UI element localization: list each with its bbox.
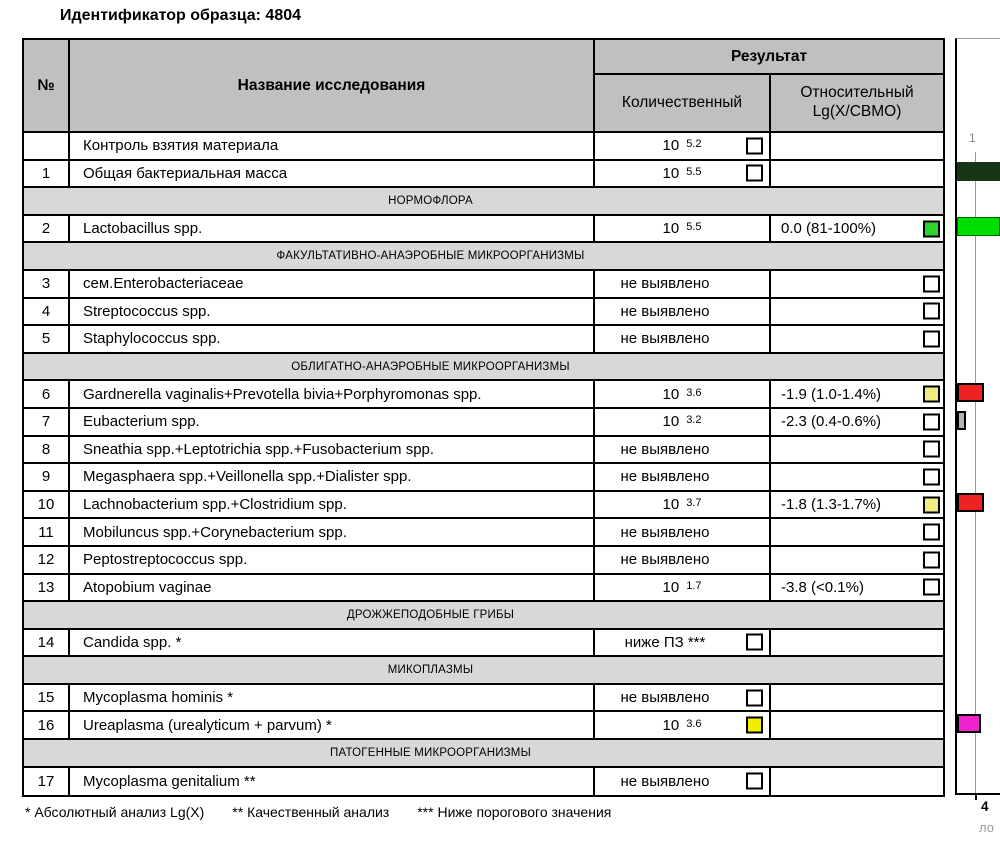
row-number: 15 [24,685,70,711]
result-checkbox [923,468,940,485]
table-row [24,630,943,658]
row-number [24,133,70,159]
row-number: 16 [24,712,70,738]
section-header-row [24,740,943,768]
result-checkbox [923,441,940,458]
quantitative-cell [595,326,771,352]
chart-bar-row-1 [957,162,1000,181]
results-table [22,38,945,797]
section-header-row [24,354,943,382]
quantitative-value [663,220,702,237]
quantitative-text: не выявлено [620,523,710,541]
row-number: 6 [24,381,70,407]
quantitative-cell [595,216,771,242]
relative-cell [771,381,943,407]
power-exponent: 5.5 [686,165,702,178]
result-checkbox [746,773,763,790]
test-name: Streptococcus spp. [70,299,595,325]
quantitative-text: не выявлено [620,330,710,348]
quantitative-text: не выявлено [620,275,710,293]
header-relative: Относительный Lg(X/СВМО) [800,84,914,120]
quantitative-value [663,137,702,154]
table-row [24,519,943,547]
row-number: 10 [24,492,70,518]
chart-bar-row-2 [957,217,1000,236]
test-name: Staphylococcus spp. [70,326,595,352]
result-checkbox [923,496,940,513]
header-result: Результат [595,40,943,75]
power-exponent: 1.7 [686,579,702,592]
footnotes [25,804,611,820]
table-row [24,575,943,603]
relative-cell [771,547,943,573]
section-header-row [24,602,943,630]
test-name: Ureaplasma (urealyticum + parvum) * [70,712,595,738]
section-label: ПАТОГЕННЫЕ МИКРООРГАНИЗМЫ [330,746,531,759]
power-exponent: 3.6 [686,386,702,399]
relative-value: -2.3 (0.4-0.6%) [781,413,882,431]
relative-cell [771,271,943,297]
table-row [24,299,943,327]
test-name: Gardnerella vaginalis+Prevotella bivia+Porphyromonas spp. [70,381,595,407]
quantitative-cell [595,547,771,573]
table-row [24,547,943,575]
power-base: 10 [662,716,680,734]
relative-cell [771,712,943,738]
chart-bar-row-7 [957,411,966,430]
row-number: 14 [24,630,70,656]
test-name: Lachnobacterium spp.+Clostridium spp. [70,492,595,518]
quantitative-value [663,413,702,430]
relative-cell [771,575,943,601]
test-name: Mycoplasma genitalium ** [70,768,595,796]
table-row [24,271,943,299]
quantitative-cell [595,768,771,796]
table-row [24,326,943,354]
power-base: 10 [662,164,680,182]
table-row [24,409,943,437]
result-checkbox [923,386,940,403]
row-number: 5 [24,326,70,352]
quantitative-cell [595,712,771,738]
test-name: Megasphaera spp.+Veillonella spp.+Dialister spp. [70,464,595,490]
row-number: 9 [24,464,70,490]
quantitative-cell [595,630,771,656]
row-number: 7 [24,409,70,435]
section-label: НОРМОФЛОРА [388,194,473,207]
result-checkbox [923,330,940,347]
quantitative-cell [595,492,771,518]
result-checkbox [923,413,940,430]
quantitative-cell [595,575,771,601]
table-row [24,381,943,409]
result-checkbox [923,275,940,292]
quantitative-text: не выявлено [620,551,710,569]
test-name: Mobiluncus spp.+Corynebacterium spp. [70,519,595,545]
test-name: сем.Enterobacteriaceae [70,271,595,297]
chart-bar-row-6 [957,383,984,402]
quantitative-text: не выявлено [620,468,710,486]
relative-cell [771,299,943,325]
quantitative-cell [595,437,771,463]
section-label: МИКОПЛАЗМЫ [387,664,474,677]
result-checkbox [746,137,763,154]
chart-top-tick-label: 1 [969,131,976,145]
row-number: 11 [24,519,70,545]
relative-cell [771,216,943,242]
quantitative-cell [595,381,771,407]
table-body [24,133,943,795]
power-base: 10 [662,137,680,155]
chart-bottom-tick-label: 4 [981,799,989,814]
quantitative-value [663,386,702,403]
result-checkbox [746,689,763,706]
section-header-row [24,657,943,685]
chart-bar-row-16 [957,714,981,733]
power-base: 10 [662,413,680,431]
quantitative-text: не выявлено [620,302,710,320]
relative-cell [771,630,943,656]
test-name: Контроль взятия материала [70,133,595,159]
relative-cell [771,464,943,490]
section-label: ОБЛИГАТНО-АНАЭРОБНЫЕ МИКРООРГАНИЗМЫ [291,360,570,373]
power-exponent: 3.2 [686,414,702,427]
footnote-absolute: * Абсолютный анализ Lg(X) [25,804,205,820]
page-title: Идентификатор образца: 4804 [60,7,302,24]
quantitative-cell [595,271,771,297]
test-name: Mycoplasma hominis * [70,685,595,711]
result-checkbox [746,165,763,182]
power-base: 10 [662,220,680,238]
quantitative-text: не выявлено [620,689,710,707]
power-base: 10 [662,578,680,596]
relative-value: -1.9 (1.0-1.4%) [781,385,882,403]
quantitative-value [663,579,702,596]
test-name: Eubacterium spp. [70,409,595,435]
quantitative-cell [595,299,771,325]
table-row [24,712,943,740]
row-number: 1 [24,161,70,187]
result-checkbox [923,579,940,596]
chart-bar-row-10 [957,493,984,512]
relative-cell [771,409,943,435]
header-result-group [595,40,943,131]
chart-axis-tick [975,794,977,800]
test-name: Общая бактериальная масса [70,161,595,187]
table-row [24,216,943,244]
table-row [24,768,943,796]
relative-value: -3.8 (<0.1%) [781,578,864,596]
test-name: Peptostreptococcus spp. [70,547,595,573]
quantitative-text: не выявлено [620,772,710,790]
quantitative-cell [595,685,771,711]
header-number: № [24,40,70,131]
row-number: 17 [24,768,70,796]
table-row [24,464,943,492]
result-checkbox [746,717,763,734]
result-checkbox [923,303,940,320]
result-checkbox [746,634,763,651]
relative-cell [771,685,943,711]
header-result-subrow [595,75,943,131]
test-name: Sneathia spp.+Leptotrichia spp.+Fusobacterium spp. [70,437,595,463]
relative-cell [771,437,943,463]
header-quantitative: Количественный [595,75,771,131]
table-row [24,133,943,161]
relative-cell [771,768,943,796]
quantitative-cell [595,464,771,490]
row-number: 13 [24,575,70,601]
power-base: 10 [662,496,680,514]
power-exponent: 5.2 [686,138,702,151]
chart-gridline [975,152,976,793]
quantitative-text: ниже ПЗ *** [624,633,706,651]
table-row [24,437,943,465]
power-base: 10 [662,385,680,403]
test-name: Lactobacillus spp. [70,216,595,242]
section-header-row [24,243,943,271]
footnote-threshold: *** Ниже порогового значения [417,804,612,820]
quantitative-value [663,165,702,182]
table-row [24,492,943,520]
table-header [24,40,943,133]
power-exponent: 3.6 [686,717,702,730]
quantitative-text: не выявлено [620,440,710,458]
table-row [24,161,943,189]
footnote-qualitative: ** Качественный анализ [232,804,390,820]
power-exponent: 3.7 [686,497,702,510]
quantitative-value [663,496,702,513]
result-checkbox [923,551,940,568]
chart-axis-caption: ло [979,820,994,835]
relative-abundance-chart [955,38,1000,835]
row-number: 3 [24,271,70,297]
section-label: ФАКУЛЬТАТИВНО-АНАЭРОБНЫЕ МИКРООРГАНИЗМЫ [276,250,585,263]
row-number: 2 [24,216,70,242]
result-checkbox [923,524,940,541]
relative-cell [771,519,943,545]
relative-value: -1.8 (1.3-1.7%) [781,496,882,514]
result-checkbox [923,220,940,237]
relative-value: 0.0 (81-100%) [781,220,877,238]
table-row [24,685,943,713]
quantitative-cell [595,161,771,187]
power-exponent: 5.5 [686,221,702,234]
relative-cell [771,326,943,352]
relative-cell [771,161,943,187]
quantitative-cell [595,519,771,545]
quantitative-cell [595,409,771,435]
row-number: 4 [24,299,70,325]
row-number: 12 [24,547,70,573]
header-test-name: Название исследования [70,40,595,131]
relative-cell [771,133,943,159]
section-header-row [24,188,943,216]
section-label: ДРОЖЖЕПОДОБНЫЕ ГРИБЫ [346,608,515,621]
test-name: Atopobium vaginae [70,575,595,601]
quantitative-value [663,717,702,734]
relative-cell [771,492,943,518]
row-number: 8 [24,437,70,463]
quantitative-cell [595,133,771,159]
test-name: Candida spp. * [70,630,595,656]
